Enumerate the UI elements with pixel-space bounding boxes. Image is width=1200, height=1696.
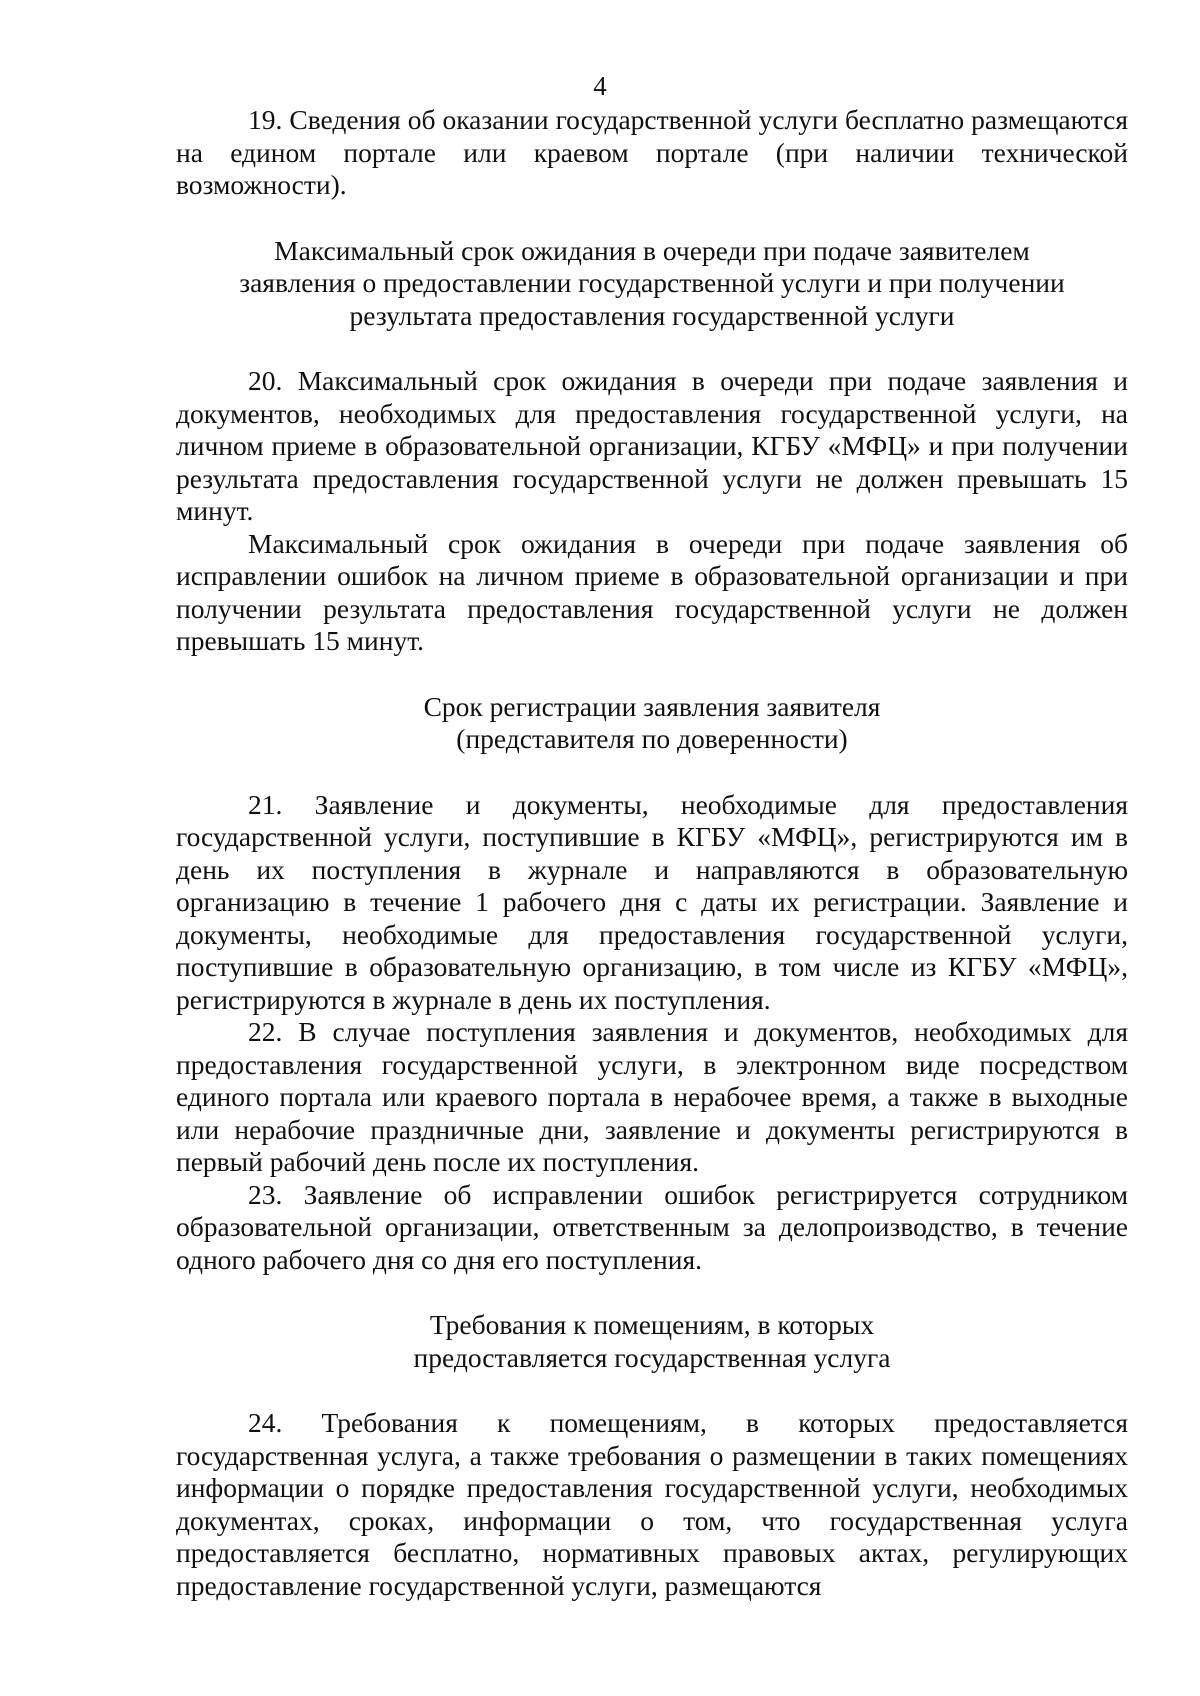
heading-queue-waiting-time: Максимальный срок ожидания в очереди при подаче заявителем заявления о предоставлении государственной услуги и при получении результата предоставления государственной услуги [239,234,1065,331]
paragraph-20: 20. Максимальный срок ожидания в очереди при подаче заявления и документов, необходимых для предоставления государственной услуги, на личном приеме в образовательной организации, КГБУ «МФЦ» и при получении результата предоставления государственной услуги не должен превышать 15 минут. [176,365,1128,526]
paragraph-22: 22. В случае поступления заявления и документов, необходимых для предоставления государственной услуги, в электронном виде посредством единого портала или краевого портала в нерабочее время, а также в выходные или нерабочие праздничные дни, заявление и документы регистрируются в первый рабочий день после их поступления. [176,1016,1128,1177]
document-body [176,104,1128,1602]
heading-registration-term: Срок регистрации заявления заявителя (представителя по доверенности) [423,690,881,754]
heading-premises-requirements: Требования к помещениям, в которых предоставляется государственная услуга [413,1309,891,1373]
paragraph-20-continued: Максимальный срок ожидания в очереди при подаче заявления об исправлении ошибок на личном приеме в образовательной организации и при получении результата предоставления государственной услуги не должен превышать 15 минут. [176,527,1128,656]
paragraph-19: 19. Сведения об оказании государственной услуги бесплатно размещаются на едином портале или краевом портале (при наличии технической возможности). [176,104,1128,200]
paragraph-21: 21. Заявление и документы, необходимые для предоставления государственной услуги, поступившие в КГБУ «МФЦ», регистрируются им в день их поступления в журнале и направляются в образовательную организацию в течение 1 рабочего дня с даты их регистрации. Заявление и документы, необходимые для предоставления государственной услуги, поступившие в образовательную организацию, в том числе из КГБУ «МФЦ», регистрируются в журнале в день их поступления. [176,788,1128,1015]
paragraph-24: 24. Требования к помещениям, в которых предоставляется государственная услуга, а также требования о размещении в таких помещениях информации о порядке предоставления государственной услуги, необходимых документах, сроках, информации о том, что государственная услуга предоставляется бесплатно, нормативных правовых актах, регулирующих предоставление государственной услуги, размещаются [176,1407,1128,1601]
paragraph-23: 23. Заявление об исправлении ошибок регистрируется сотрудником образовательной организации, ответственным за делопроизводство, в течение одного рабочего дня со дня его поступления. [176,1178,1128,1275]
page-number: 4 [593,71,607,101]
